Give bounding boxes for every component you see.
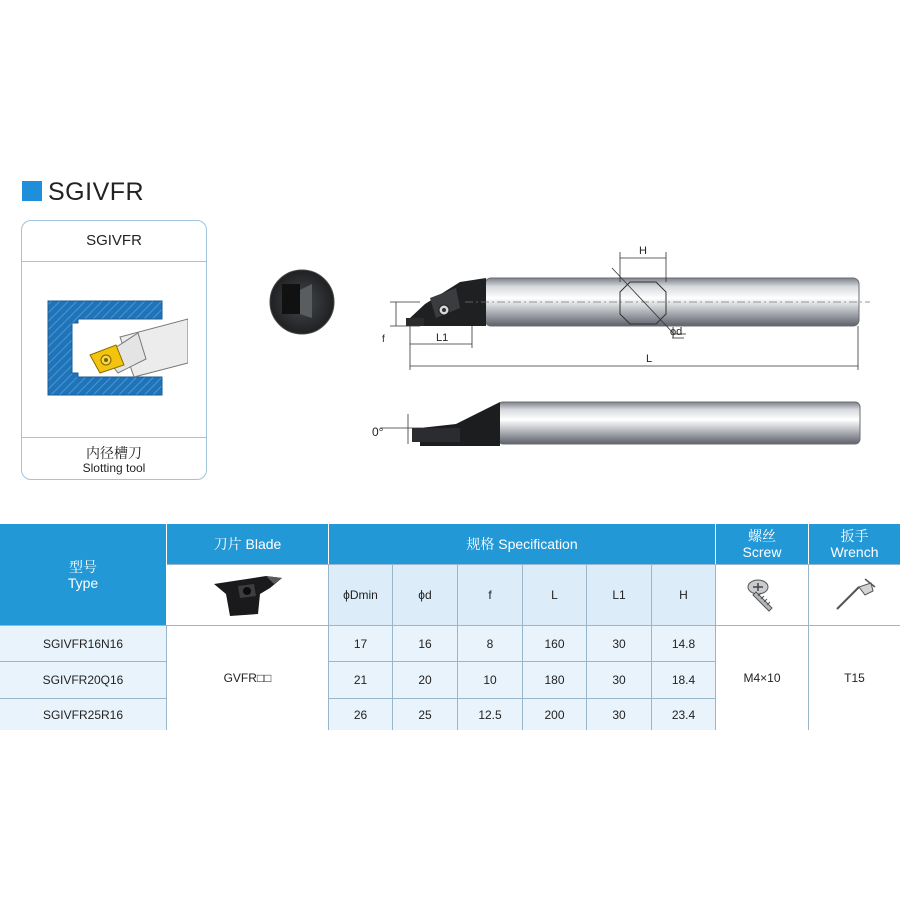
grid-line: [586, 565, 587, 730]
blade-header: 刀片 Blade: [167, 524, 328, 564]
wrench-icon: [831, 575, 879, 615]
spec-table: [0, 524, 900, 730]
blade-value: GVFR□□: [167, 626, 328, 730]
row-1-f: 8: [458, 626, 522, 661]
tool-drawing: [260, 238, 880, 468]
dim-L-label: L: [646, 353, 653, 365]
type-header-en: Type: [67, 574, 99, 591]
grid-line: [808, 565, 809, 730]
screw-value: M4×10: [716, 626, 808, 730]
grid-line: [0, 625, 900, 626]
grid-line: [715, 565, 716, 730]
screw-icon: [742, 575, 782, 615]
row-3-L: 200: [523, 699, 586, 730]
spec-header: 规格 Specification: [329, 524, 715, 564]
row-2-H: 18.4: [652, 662, 715, 698]
grid-line: [651, 565, 652, 730]
blade-insert-icon: [208, 572, 288, 618]
row-2-type: SGIVFR20Q16: [0, 662, 166, 698]
grid-line: [166, 625, 167, 730]
section-marker: [22, 181, 42, 201]
dim-d-label: ϕd: [670, 326, 683, 338]
blade-image: [167, 565, 328, 625]
angle-label: 0°: [372, 425, 384, 439]
row-1-L1: 30: [587, 626, 651, 661]
row-3-type: SGIVFR25R16: [0, 699, 166, 730]
dim-L1-label: L1: [436, 332, 449, 344]
grid-line: [457, 565, 458, 730]
screw-header-zh: 螺丝: [748, 528, 776, 544]
grid-line: [328, 565, 329, 730]
col-L1: L1: [587, 565, 651, 625]
section-title: SGIVFR: [48, 178, 145, 206]
screw-header: [716, 524, 808, 564]
grid-line: [522, 565, 523, 730]
row-3-L1: 30: [587, 699, 651, 730]
col-d: ϕd: [393, 565, 457, 625]
wrench-header-en: Wrench: [830, 544, 879, 560]
wrench-header-zh: 扳手: [840, 528, 869, 544]
row-2-dmin: 21: [329, 662, 392, 698]
row-1-dmin: 17: [329, 626, 392, 661]
screw-image: [716, 565, 808, 625]
row-1-d: 16: [393, 626, 457, 661]
col-L: L: [523, 565, 586, 625]
row-2-f: 10: [458, 662, 522, 698]
row-2-d: 20: [393, 662, 457, 698]
grid-line: [0, 661, 167, 662]
row-3-d: 25: [393, 699, 457, 730]
type-header: [0, 524, 166, 625]
top-view-bar: [406, 268, 870, 334]
dim-f-label: f: [382, 334, 385, 345]
grid-line: [392, 565, 393, 730]
col-H: H: [652, 565, 715, 625]
wrench-header: [809, 524, 900, 564]
tool-card: [21, 220, 207, 480]
row-3-f: 12.5: [458, 699, 522, 730]
type-header-zh: 型号: [69, 558, 97, 575]
card-caption-en: Slotting tool: [82, 461, 146, 475]
row-1-H: 14.8: [652, 626, 715, 661]
end-view: [270, 270, 334, 334]
row-2-L1: 30: [587, 662, 651, 698]
slotting-diagram-icon: [42, 293, 188, 421]
screw-header-en: Screw: [742, 544, 782, 560]
row-3-H: 23.4: [652, 699, 715, 730]
card-title: SGIVFR: [22, 221, 206, 262]
grid-line: [0, 698, 167, 699]
col-dmin: ϕDmin: [329, 565, 392, 625]
row-1-type: SGIVFR16N16: [0, 626, 166, 661]
grid-line: [167, 564, 900, 565]
card-divider: [22, 437, 206, 438]
wrench-image: [809, 565, 900, 625]
col-f: f: [458, 565, 522, 625]
dim-H-label: H: [639, 245, 647, 257]
side-view-bar: [380, 402, 860, 446]
row-3-dmin: 26: [329, 699, 392, 730]
wrench-value: T15: [809, 626, 900, 730]
row-2-L: 180: [523, 662, 586, 698]
row-1-L: 160: [523, 626, 586, 661]
card-caption-zh: 内径槽刀: [86, 445, 142, 461]
